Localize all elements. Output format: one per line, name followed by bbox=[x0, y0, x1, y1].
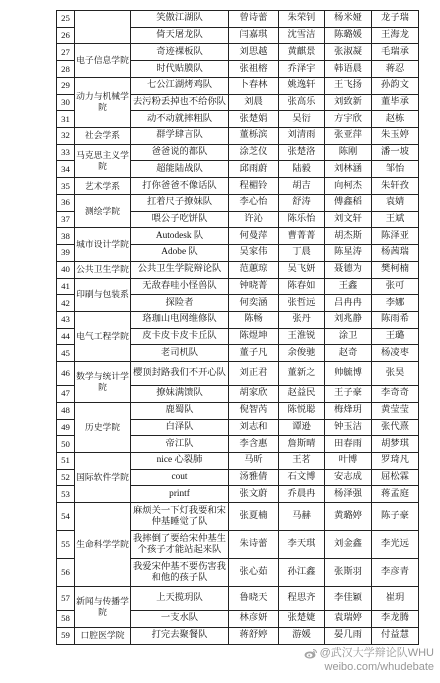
member-name: 董子凡 bbox=[229, 345, 279, 362]
table-row bbox=[57, 362, 419, 386]
college-cell: 新闻与传播学院 bbox=[75, 587, 131, 628]
college-cell: 艺术学系 bbox=[75, 178, 131, 195]
member-name: 倪智芮 bbox=[229, 402, 279, 419]
member-name: 陈泽亚 bbox=[372, 228, 419, 245]
team-name: cout bbox=[131, 469, 229, 486]
team-name: 笑傲江湖队 bbox=[131, 11, 229, 28]
member-name: 杨泽强 bbox=[325, 486, 372, 503]
member-name: 刘清雨 bbox=[279, 128, 325, 145]
member-name: 张丹 bbox=[279, 311, 325, 328]
row-number: 47 bbox=[57, 386, 75, 403]
member-name: 田春雨 bbox=[325, 436, 372, 453]
college-cell: 动力与机械学院 bbox=[75, 77, 131, 127]
member-name: 张淑凝 bbox=[325, 44, 372, 61]
row-number: 30 bbox=[57, 94, 75, 111]
team-name: 群学肆言队 bbox=[131, 128, 229, 145]
row-number: 54 bbox=[57, 503, 75, 531]
member-name: 张夏楠 bbox=[229, 503, 279, 531]
member-name: 张可 bbox=[372, 278, 419, 295]
row-number: 31 bbox=[57, 111, 75, 128]
row-number: 34 bbox=[57, 161, 75, 178]
member-name: 陆毅 bbox=[279, 161, 325, 178]
member-name: 刘志和 bbox=[229, 419, 279, 436]
table-row bbox=[57, 11, 419, 28]
member-name: 沈雪洁 bbox=[279, 27, 325, 44]
member-name: 方宇欣 bbox=[325, 111, 372, 128]
member-name: 叶博 bbox=[325, 452, 372, 469]
team-name: 上天揽玥队 bbox=[131, 587, 229, 611]
member-name: 刘文轩 bbox=[325, 211, 372, 228]
member-name: 向柯杰 bbox=[325, 178, 372, 195]
member-name: 龙子瑞 bbox=[372, 11, 419, 28]
member-name: 游媛 bbox=[279, 627, 325, 644]
member-name: 刘晨 bbox=[229, 94, 279, 111]
member-name: 吕冉冉 bbox=[325, 295, 372, 312]
member-name: 蒋忍 bbox=[372, 61, 419, 78]
college-cell: 公共卫生学院 bbox=[75, 261, 131, 278]
member-name: 胡梦琪 bbox=[372, 436, 419, 453]
row-number: 39 bbox=[57, 245, 75, 262]
college-cell: 口腔医学院 bbox=[75, 627, 131, 644]
member-name: 李奇奇 bbox=[372, 386, 419, 403]
row-number: 46 bbox=[57, 362, 75, 386]
team-name: 动不动就摔粗队 bbox=[131, 111, 229, 128]
row-number: 48 bbox=[57, 402, 75, 419]
member-name: 刘正君 bbox=[229, 362, 279, 386]
table-row bbox=[57, 587, 419, 611]
team-name: 樱顶封路我们不开心队 bbox=[131, 362, 229, 386]
member-name: 刘致新 bbox=[325, 94, 372, 111]
table-row bbox=[57, 194, 419, 211]
member-name: 钟玉洁 bbox=[325, 419, 372, 436]
member-name: 卜春林 bbox=[229, 77, 279, 94]
member-name: 王茗 bbox=[279, 452, 325, 469]
member-name: 朱荣钊 bbox=[279, 11, 325, 28]
row-number: 33 bbox=[57, 144, 75, 161]
member-name: 李龙腾 bbox=[372, 611, 419, 628]
member-name: 张心茹 bbox=[229, 559, 279, 587]
team-name: 麻烦关一下灯我要和宋仲基睡觉了队 bbox=[131, 503, 229, 531]
college-cell: 电气工程学院 bbox=[75, 311, 131, 361]
college-cell: 测绘学院 bbox=[75, 194, 131, 227]
member-name: 张楚洛 bbox=[279, 144, 325, 161]
member-name: 许沁 bbox=[229, 211, 279, 228]
row-number: 45 bbox=[57, 345, 75, 362]
member-name: 张楚婕 bbox=[279, 611, 325, 628]
row-number: 32 bbox=[57, 128, 75, 145]
member-name: 李天琪 bbox=[279, 531, 325, 559]
team-name: 打你爸爸不像话队 bbox=[131, 178, 229, 195]
weibo-logo-icon bbox=[304, 648, 317, 659]
team-name: printf bbox=[131, 486, 229, 503]
member-name: 崔玥 bbox=[372, 587, 419, 611]
row-number: 44 bbox=[57, 328, 75, 345]
table-row bbox=[57, 627, 419, 644]
team-name: 皮卡皮卡皮卡丘队 bbox=[131, 328, 229, 345]
row-number: 27 bbox=[57, 44, 75, 61]
team-name: Adobe 队 bbox=[131, 245, 229, 262]
row-number: 57 bbox=[57, 587, 75, 611]
member-name: 张楚娟 bbox=[229, 111, 279, 128]
row-number: 43 bbox=[57, 311, 75, 328]
table-row bbox=[57, 261, 419, 278]
table-row bbox=[57, 144, 419, 161]
college-cell: 历史学院 bbox=[75, 402, 131, 452]
member-name: 张昊 bbox=[372, 362, 419, 386]
team-name: 公共卫生学院辩论队 bbox=[131, 261, 229, 278]
member-name: 黄莹莹 bbox=[372, 402, 419, 419]
member-name: 张高乐 bbox=[279, 94, 325, 111]
member-name: 朱轩孜 bbox=[372, 178, 419, 195]
member-name: 马昕 bbox=[229, 452, 279, 469]
member-name: 张亚萍 bbox=[325, 128, 372, 145]
member-name: 杨米娅 bbox=[325, 11, 372, 28]
table-row bbox=[57, 452, 419, 469]
member-name: 曹菁菁 bbox=[279, 228, 325, 245]
college-cell bbox=[75, 11, 131, 44]
member-name: 黄璐婷 bbox=[325, 503, 372, 531]
member-name: 屈松霖 bbox=[372, 469, 419, 486]
member-name: 李彦青 bbox=[372, 559, 419, 587]
team-name: 撩妹满馈队 bbox=[131, 386, 229, 403]
team-name: 我爱宋仲基不要伤害我和他的孩子队 bbox=[131, 559, 229, 587]
team-name: Autodesk 队 bbox=[131, 228, 229, 245]
row-number: 49 bbox=[57, 419, 75, 436]
table-row bbox=[57, 278, 419, 295]
team-name: 喂公子吃饼队 bbox=[131, 211, 229, 228]
table-row bbox=[57, 311, 419, 328]
member-name: 吴家伟 bbox=[229, 245, 279, 262]
watermark-handle-line bbox=[294, 646, 434, 660]
row-number: 29 bbox=[57, 77, 75, 94]
member-name: 李含惠 bbox=[229, 436, 279, 453]
member-name: 鲁晓天 bbox=[229, 587, 279, 611]
row-number: 52 bbox=[57, 469, 75, 486]
table-row bbox=[57, 77, 419, 94]
table-row bbox=[57, 128, 419, 145]
team-name: 帝江队 bbox=[131, 436, 229, 453]
team-name: 鹿蜀队 bbox=[131, 402, 229, 419]
member-name: 王鑫 bbox=[325, 278, 372, 295]
college-cell: 数学与统计学院 bbox=[75, 362, 131, 403]
team-name: 奇迹裸板队 bbox=[131, 44, 229, 61]
member-name: 李娜 bbox=[372, 295, 419, 312]
member-name: 梅烽玥 bbox=[325, 402, 372, 419]
member-name: 毛瑞承 bbox=[372, 44, 419, 61]
member-name: 张代熹 bbox=[372, 419, 419, 436]
college-cell: 国际软件学院 bbox=[75, 452, 131, 502]
member-name: 李心怡 bbox=[229, 194, 279, 211]
college-cell: 印刷与包装系 bbox=[75, 278, 131, 311]
member-name: 张斯羽 bbox=[325, 559, 372, 587]
member-name: 曾诗蕾 bbox=[229, 11, 279, 28]
row-number: 28 bbox=[57, 61, 75, 78]
team-name: 七公江湖烤鸡队 bbox=[131, 77, 229, 94]
team-roster-table bbox=[56, 10, 419, 645]
member-name: 孙江鑫 bbox=[279, 559, 325, 587]
member-name: 胡家欣 bbox=[229, 386, 279, 403]
table-row bbox=[57, 503, 419, 531]
member-name: 董栎滨 bbox=[229, 128, 279, 145]
member-name: 黄麒景 bbox=[279, 44, 325, 61]
team-name: 扛着尺子撩妹队 bbox=[131, 194, 229, 211]
member-name: 帅毓博 bbox=[325, 362, 372, 386]
team-name: 时代贴膜队 bbox=[131, 61, 229, 78]
row-number: 53 bbox=[57, 486, 75, 503]
member-name: 姚逸轩 bbox=[279, 77, 325, 94]
college-cell: 电子信息学院 bbox=[75, 44, 131, 77]
watermark-handle: @武汉大学辩论队WHU bbox=[319, 647, 434, 659]
member-name: 吴飞妍 bbox=[279, 261, 325, 278]
member-name: 钟晓菁 bbox=[229, 278, 279, 295]
member-name: 吴衍 bbox=[279, 111, 325, 128]
member-name: 余俊驰 bbox=[279, 345, 325, 362]
member-name: 陈乐怡 bbox=[279, 211, 325, 228]
member-name: 张哲远 bbox=[279, 295, 325, 312]
member-name: 赵益民 bbox=[279, 386, 325, 403]
row-number: 41 bbox=[57, 278, 75, 295]
row-number: 38 bbox=[57, 228, 75, 245]
member-name: 乔晨冉 bbox=[279, 486, 325, 503]
member-name: 傅鑫稻 bbox=[325, 194, 372, 211]
row-number: 42 bbox=[57, 295, 75, 312]
member-name: 邹怡 bbox=[372, 161, 419, 178]
watermark bbox=[294, 646, 434, 674]
team-name: 爸爸说的都队 bbox=[131, 144, 229, 161]
team-name: 无敌春哇小怪兽队 bbox=[131, 278, 229, 295]
team-name: 探险者 bbox=[131, 295, 229, 312]
row-number: 26 bbox=[57, 27, 75, 44]
member-name: 陈雨希 bbox=[372, 311, 419, 328]
member-name: 罗琦凡 bbox=[372, 452, 419, 469]
row-number: 35 bbox=[57, 178, 75, 195]
member-name: 朱诗蕾 bbox=[229, 531, 279, 559]
member-name: 李佳颖 bbox=[325, 587, 372, 611]
member-name: 刘思越 bbox=[229, 44, 279, 61]
member-name: 蒋舒婷 bbox=[229, 627, 279, 644]
team-name: 珞珈山电网维修队 bbox=[131, 311, 229, 328]
member-name: 胡杰斯 bbox=[325, 228, 372, 245]
team-name: 老司机队 bbox=[131, 345, 229, 362]
member-name: 涂卫 bbox=[325, 328, 372, 345]
table-row bbox=[57, 178, 419, 195]
team-name: nice 心裂肺 bbox=[131, 452, 229, 469]
member-name: 晏几雨 bbox=[325, 627, 372, 644]
member-name: 林彦妍 bbox=[229, 611, 279, 628]
watermark-url: weibo.com/whudebate bbox=[324, 661, 434, 673]
member-name: 聂德为 bbox=[325, 261, 372, 278]
member-name: 袁瑞婷 bbox=[325, 611, 372, 628]
table-row bbox=[57, 228, 419, 245]
row-number: 55 bbox=[57, 531, 75, 559]
member-name: 张文蔚 bbox=[229, 486, 279, 503]
member-name: 王飞扬 bbox=[325, 77, 372, 94]
college-cell: 马克思主义学院 bbox=[75, 144, 131, 177]
member-name: 詹斯晴 bbox=[279, 436, 325, 453]
member-name: 董新之 bbox=[279, 362, 325, 386]
member-name: 赵奇 bbox=[325, 345, 372, 362]
member-name: 付益慧 bbox=[372, 627, 419, 644]
member-name: 王子豪 bbox=[325, 386, 372, 403]
member-name: 陈畅 bbox=[229, 311, 279, 328]
member-name: 邱雨蔚 bbox=[229, 161, 279, 178]
member-name: 陈星涛 bbox=[325, 245, 372, 262]
member-name: 安志成 bbox=[325, 469, 372, 486]
member-name: 涂芝仪 bbox=[229, 144, 279, 161]
table-row bbox=[57, 44, 419, 61]
member-name: 程思齐 bbox=[279, 587, 325, 611]
member-name: 杨凌枣 bbox=[372, 345, 419, 362]
member-name: 杨茜瑞 bbox=[372, 245, 419, 262]
team-name: 白泽队 bbox=[131, 419, 229, 436]
row-number: 25 bbox=[57, 11, 75, 28]
table-row bbox=[57, 402, 419, 419]
roster-body bbox=[57, 11, 419, 645]
row-number: 50 bbox=[57, 436, 75, 453]
member-name: 何奕涵 bbox=[229, 295, 279, 312]
member-name: 韩语晨 bbox=[325, 61, 372, 78]
member-name: 王淮锐 bbox=[279, 328, 325, 345]
member-name: 陈春如 bbox=[279, 278, 325, 295]
team-name: 打完去聚餐队 bbox=[131, 627, 229, 644]
member-name: 王斌 bbox=[372, 211, 419, 228]
row-number: 56 bbox=[57, 559, 75, 587]
row-number: 36 bbox=[57, 194, 75, 211]
member-name: 王海龙 bbox=[372, 27, 419, 44]
member-name: 陈悦聪 bbox=[279, 402, 325, 419]
member-name: 袁婧 bbox=[372, 194, 419, 211]
member-name: 张祖榕 bbox=[229, 61, 279, 78]
member-name: 胡吉 bbox=[279, 178, 325, 195]
team-name: 超能陆战队 bbox=[131, 161, 229, 178]
member-name: 陈子豪 bbox=[372, 503, 419, 531]
member-name: 程楣铃 bbox=[229, 178, 279, 195]
member-name: 闫嘉琪 bbox=[229, 27, 279, 44]
member-name: 刘林涵 bbox=[325, 161, 372, 178]
member-name: 陈煜坤 bbox=[229, 328, 279, 345]
member-name: 刘金鑫 bbox=[325, 531, 372, 559]
college-cell: 社会学系 bbox=[75, 128, 131, 145]
member-name: 范蕙琼 bbox=[229, 261, 279, 278]
team-name: 去污粉丢掉也不给你队 bbox=[131, 94, 229, 111]
member-name: 陈刚 bbox=[325, 144, 372, 161]
member-name: 汤雅倩 bbox=[229, 469, 279, 486]
member-name: 潘一坡 bbox=[372, 144, 419, 161]
row-number: 37 bbox=[57, 211, 75, 228]
member-name: 朱玉婷 bbox=[372, 128, 419, 145]
college-cell: 城市设计学院 bbox=[75, 228, 131, 261]
member-name: 丁晨 bbox=[279, 245, 325, 262]
member-name: 乔泽宇 bbox=[279, 61, 325, 78]
member-name: 王璐 bbox=[372, 328, 419, 345]
member-name: 何曼萍 bbox=[229, 228, 279, 245]
row-number: 40 bbox=[57, 261, 75, 278]
member-name: 李光远 bbox=[372, 531, 419, 559]
watermark-url-line bbox=[294, 660, 434, 674]
row-number: 51 bbox=[57, 452, 75, 469]
member-name: 石文博 bbox=[279, 469, 325, 486]
member-name: 陈璐媛 bbox=[325, 27, 372, 44]
row-number: 59 bbox=[57, 627, 75, 644]
member-name: 孙韵文 bbox=[372, 77, 419, 94]
row-number: 58 bbox=[57, 611, 75, 628]
member-name: 董毕承 bbox=[372, 94, 419, 111]
college-cell: 生命科学学院 bbox=[75, 503, 131, 587]
member-name: 樊柯楠 bbox=[372, 261, 419, 278]
member-name: 蒋孟庭 bbox=[372, 486, 419, 503]
member-name: 舒涛 bbox=[279, 194, 325, 211]
member-name: 马赫 bbox=[279, 503, 325, 531]
member-name: 谭逊 bbox=[279, 419, 325, 436]
team-name: 我摔倒了要给宋仲基生个孩子才能站起来队 bbox=[131, 531, 229, 559]
member-name: 刘兆静 bbox=[325, 311, 372, 328]
team-name: 一支水队 bbox=[131, 611, 229, 628]
team-name: 倚天屠龙队 bbox=[131, 27, 229, 44]
member-name: 赵栋 bbox=[372, 111, 419, 128]
